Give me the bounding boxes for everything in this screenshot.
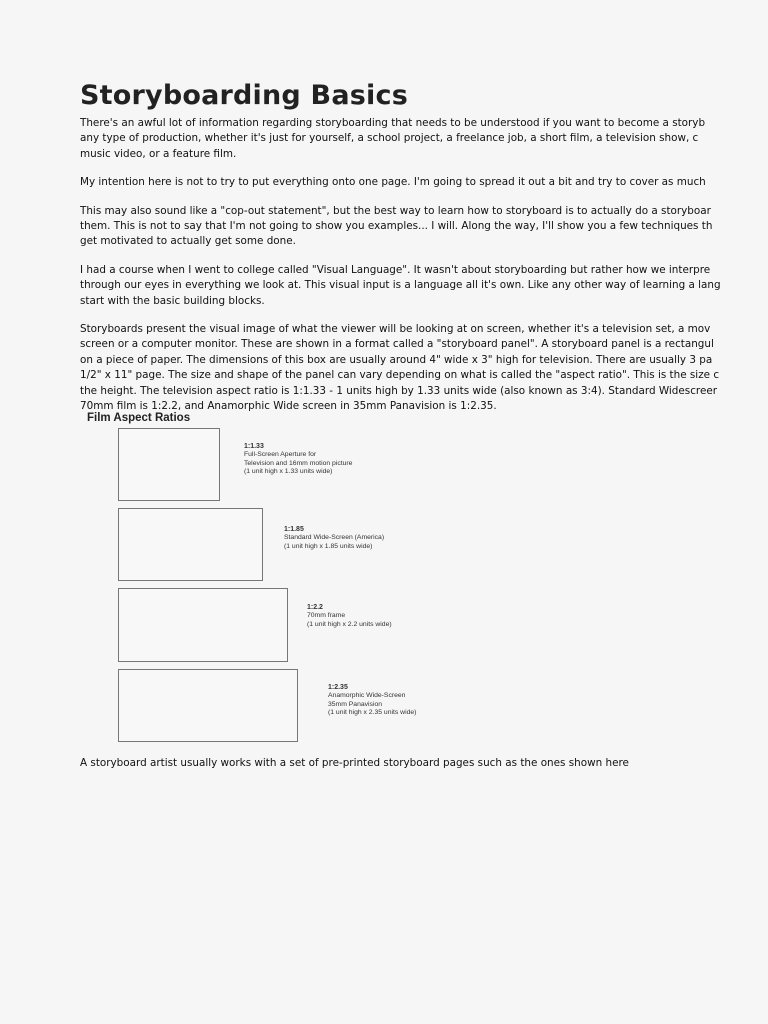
aspect-ratio-box-1-33 bbox=[118, 428, 220, 501]
paragraph-line: the height. The television aspect ratio is 1:1.33 - 1 units high by 1.33 units wide (also known as 3:4). Standard Widescreer bbox=[80, 384, 718, 397]
paragraph-line: I had a course when I went to college called "Visual Language". It wasn't about storyboarding but rather how we interpre bbox=[80, 263, 711, 276]
ratio-desc: (1 unit high x 2.35 units wide) bbox=[328, 709, 417, 717]
paragraph-4 bbox=[80, 263, 768, 309]
ratio-desc: (1 unit high x 1.85 units wide) bbox=[284, 542, 373, 550]
paragraph-line: any type of production, whether it's just for yourself, a school project, a freelance job, a short film, a television show, c bbox=[80, 132, 699, 145]
ratio-desc: 70mm frame bbox=[307, 612, 346, 620]
ratio-desc: Anamorphic Wide-Screen bbox=[328, 692, 406, 700]
paragraph-line: 70mm film is 1:2.2, and Anamorphic Wide screen in 35mm Panavision is 1:2.35. bbox=[80, 400, 497, 413]
paragraph-line: on a piece of paper. The dimensions of this box are usually around 4" wide x 3" high for television. There are usually 3 pa bbox=[80, 353, 713, 366]
ratio-label: 1:1.85 bbox=[284, 526, 304, 533]
ratio-desc: (1 unit high x 1.33 units wide) bbox=[244, 468, 333, 476]
ratio-desc: Full-Screen Aperture for bbox=[244, 451, 317, 459]
paragraph-3 bbox=[80, 204, 768, 250]
closing-paragraph: A storyboard artist usually works with a set of pre-printed storyboard pages such as the ones shown here bbox=[80, 757, 629, 769]
aspect-ratio-caption-1-85 bbox=[284, 526, 384, 551]
ratio-label: 1:2.2 bbox=[307, 604, 323, 611]
aspect-ratio-box-2-2 bbox=[118, 588, 288, 662]
paragraph-line: My intention here is not to try to put everything onto one page. I'm going to spread it out a bit and try to cover as much bbox=[80, 176, 706, 189]
paragraph-line: get motivated to actually get some done. bbox=[80, 235, 296, 248]
page-title: Storyboarding Basics bbox=[80, 80, 408, 111]
paragraph-line: music video, or a feature film. bbox=[80, 147, 237, 160]
aspect-ratio-box-1-85 bbox=[118, 508, 263, 581]
paragraph-line: 1/2" x 11" page. The size and shape of the panel can vary depending on what is called the "aspect ratio". This is the size c bbox=[80, 369, 720, 382]
aspect-ratio-caption-2-2 bbox=[307, 604, 392, 629]
ratio-desc: 35mm Panavision bbox=[328, 700, 383, 708]
ratio-desc: Television and 16mm motion picture bbox=[244, 459, 353, 467]
ratio-label: 1:1.33 bbox=[244, 443, 264, 450]
ratio-desc: Standard Wide-Screen (America) bbox=[284, 534, 385, 542]
ratio-label: 1:2.35 bbox=[328, 684, 348, 691]
aspect-ratio-caption-2-35 bbox=[328, 684, 416, 718]
ratio-desc: (1 unit high x 2.2 units wide) bbox=[307, 620, 392, 628]
paragraph-2 bbox=[80, 175, 768, 190]
paragraph-1 bbox=[80, 116, 768, 162]
paragraph-line: screen or a computer monitor. These are shown in a format called a "storyboard panel". A storyboard panel is a rectangul bbox=[80, 338, 714, 351]
aspect-ratio-caption-1-33 bbox=[244, 443, 352, 477]
paragraph-line: them. This is not to say that I'm not going to show you examples... I will. Along the way, I'll show you a few techniques th bbox=[80, 220, 713, 233]
paragraph-line: through our eyes in everything we look at. This visual input is a language all it's own. Like any other way of learning a lang bbox=[80, 279, 721, 292]
figure-title: Film Aspect Ratios bbox=[87, 412, 191, 424]
paragraph-line: There's an awful lot of information regarding storyboarding that needs to be understood if you want to become a storyb bbox=[80, 117, 706, 129]
body-text bbox=[80, 116, 768, 428]
paragraph-line: This may also sound like a "cop-out statement", but the best way to learn how to storyboard is to actually do a storyboar bbox=[80, 204, 711, 217]
paragraph-line: Storyboards present the visual image of what the viewer will be looking at on screen, whether it's a television set, a mov bbox=[80, 323, 711, 336]
aspect-ratio-box-2-35 bbox=[118, 669, 298, 742]
paragraph-5 bbox=[80, 322, 768, 414]
paragraph-line: start with the basic building blocks. bbox=[80, 294, 265, 307]
